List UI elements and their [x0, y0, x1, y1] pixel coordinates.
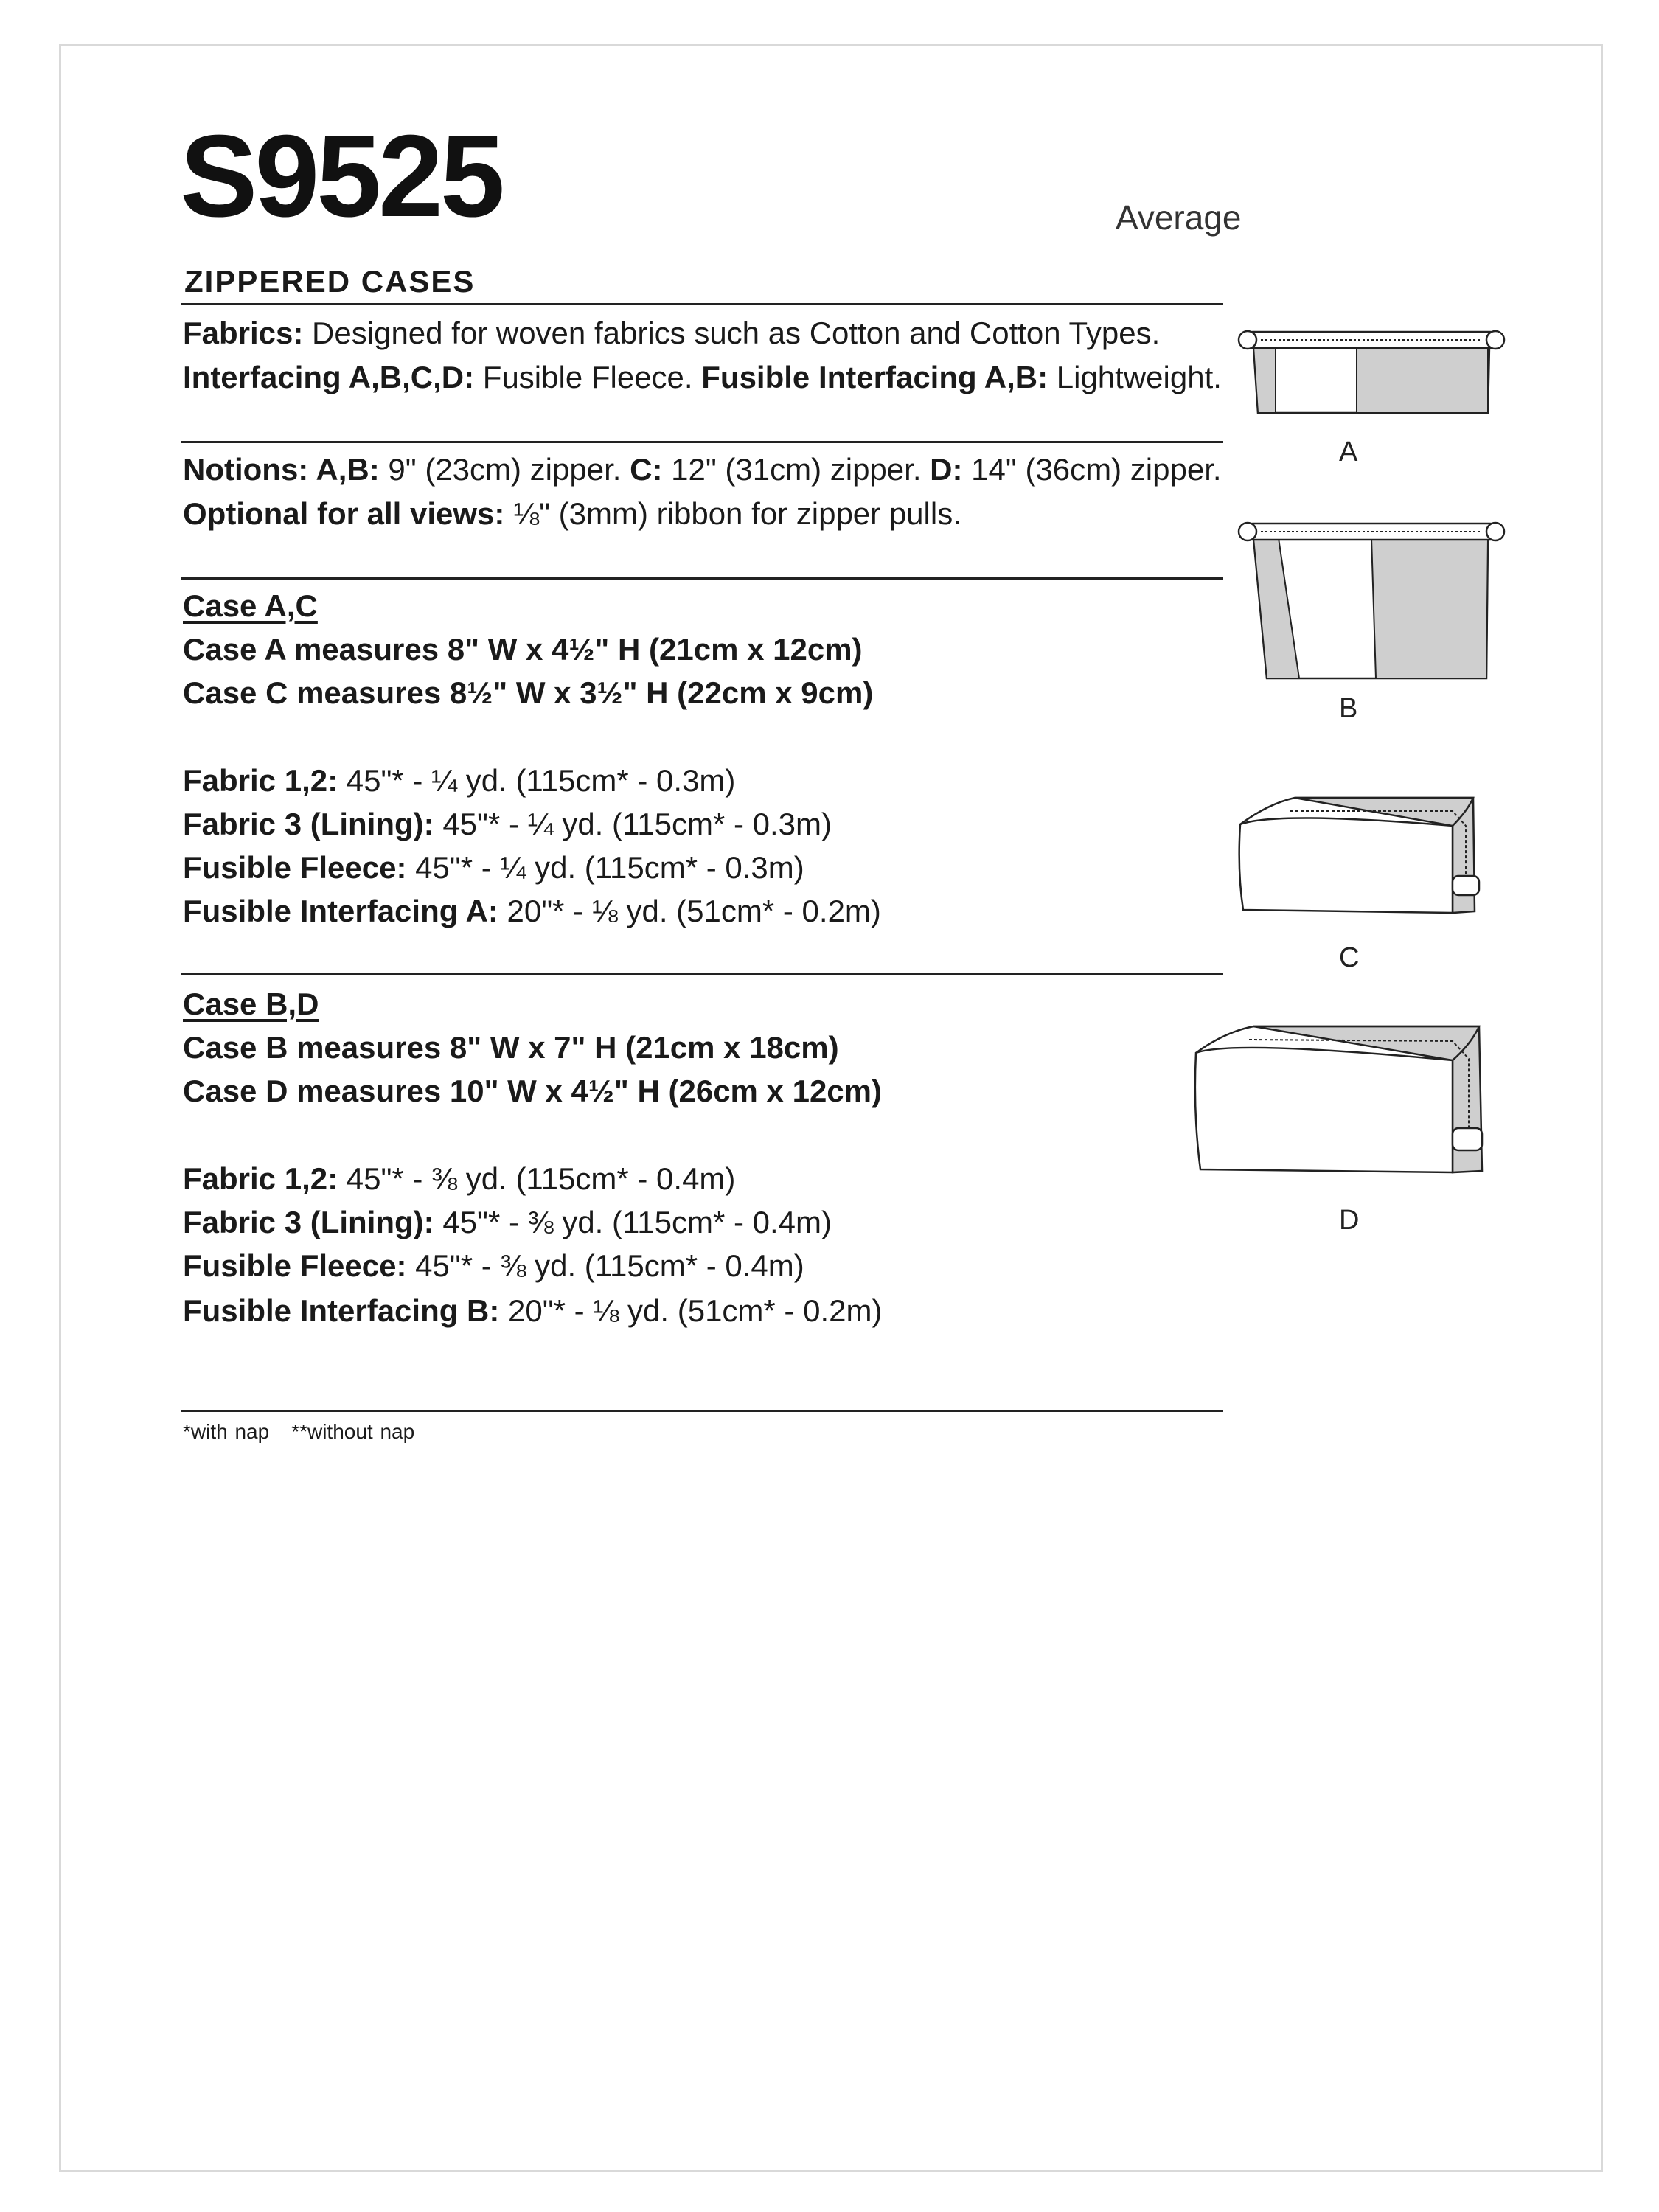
without-nap-note: **without nap	[291, 1420, 415, 1443]
view-label-a: A	[1339, 437, 1358, 467]
yardage-value: 45"* - ¼ yd. (115cm* - 0.3m)	[338, 763, 736, 798]
pattern-title: ZIPPERED CASES	[184, 264, 476, 299]
view-label-d: D	[1339, 1205, 1360, 1236]
case-bd-heading: Case B,D	[183, 987, 319, 1021]
divider	[181, 441, 1223, 443]
case-a-measure: Case A measures 8" W x 4½" H (21cm x 12cm)	[183, 632, 863, 667]
interfacing-text: Fusible Fleece.	[474, 360, 702, 394]
yardage-row	[183, 1161, 735, 1197]
notions-line	[183, 452, 1222, 487]
notions-c-label: C:	[630, 452, 663, 487]
difficulty-level: Average	[1116, 198, 1242, 237]
interfacing-line	[183, 360, 1222, 395]
divider	[181, 577, 1223, 580]
optional-text: ⅛" (3mm) ribbon for zipper pulls.	[504, 496, 961, 531]
notions-c-text: 12" (31cm) zipper.	[662, 452, 931, 487]
notions-ab-text: 9" (23cm) zipper.	[379, 452, 630, 487]
footnotes	[183, 1420, 414, 1444]
yardage-value: 45"* - ¼ yd. (115cm* - 0.3m)	[406, 850, 804, 885]
yardage-row	[183, 1248, 804, 1284]
yardage-label: Fusible Interfacing A:	[183, 894, 498, 928]
yardage-value: 45"* - ⅜ yd. (115cm* - 0.4m)	[338, 1161, 736, 1196]
divider	[181, 1410, 1223, 1412]
fabrics-text: Designed for woven fabrics such as Cotton and Cotton Types.	[303, 316, 1161, 350]
case-d-measure: Case D measures 10" W x 4½" H (26cm x 12cm)	[183, 1074, 882, 1108]
yardage-label: Fabric 1,2:	[183, 1161, 338, 1196]
yardage-value: 20"* - ⅛ yd. (51cm* - 0.2m)	[498, 894, 881, 928]
yardage-row	[183, 1293, 882, 1329]
optional-label: Optional for all views:	[183, 496, 505, 531]
yardage-row	[183, 763, 735, 799]
optional-line	[183, 496, 961, 532]
fusible-interfacing-text: Lightweight.	[1048, 360, 1222, 394]
divider	[181, 973, 1223, 975]
yardage-label: Fabric 1,2:	[183, 763, 338, 798]
fabrics-line	[183, 316, 1160, 351]
with-nap-note: *with nap	[183, 1420, 270, 1443]
yardage-label: Fabric 3 (Lining):	[183, 1205, 434, 1239]
interfacing-label: Interfacing A,B,C,D:	[183, 360, 475, 394]
case-b-measure: Case B measures 8" W x 7" H (21cm x 18cm)	[183, 1030, 839, 1065]
yardage-row	[183, 1205, 832, 1240]
yardage-value: 45"* - ⅜ yd. (115cm* - 0.4m)	[406, 1248, 804, 1283]
case-d-illustration	[1187, 1018, 1497, 1194]
case-ac-heading: Case A,C	[183, 588, 318, 623]
yardage-value: 45"* - ¼ yd. (115cm* - 0.3m)	[434, 807, 832, 841]
case-c-measure: Case C measures 8½" W x 3½" H (22cm x 9cm)	[183, 675, 874, 710]
yardage-row	[183, 807, 832, 842]
fabrics-label: Fabrics:	[183, 316, 304, 350]
pattern-number: S9525	[180, 111, 502, 241]
yardage-label: Fusible Fleece:	[183, 1248, 407, 1283]
case-a-illustration	[1231, 317, 1512, 428]
divider	[181, 303, 1223, 305]
view-label-b: B	[1339, 693, 1358, 724]
yardage-value: 45"* - ⅜ yd. (115cm* - 0.4m)	[434, 1205, 832, 1239]
notions-d-text: 14" (36cm) zipper.	[962, 452, 1222, 487]
yardage-label: Fusible Fleece:	[183, 850, 407, 885]
notions-d-label: D:	[930, 452, 963, 487]
view-label-c: C	[1339, 942, 1360, 973]
case-c-illustration	[1231, 782, 1489, 929]
yardage-label: Fabric 3 (Lining):	[183, 807, 434, 841]
fusible-interfacing-label: Fusible Interfacing A,B:	[701, 360, 1048, 394]
yardage-row	[183, 894, 881, 929]
yardage-value: 20"* - ⅛ yd. (51cm* - 0.2m)	[499, 1293, 883, 1328]
yardage-label: Fusible Interfacing B:	[183, 1293, 500, 1328]
notions-label: Notions: A,B:	[183, 452, 380, 487]
yardage-row	[183, 850, 804, 886]
case-b-illustration	[1231, 509, 1512, 693]
